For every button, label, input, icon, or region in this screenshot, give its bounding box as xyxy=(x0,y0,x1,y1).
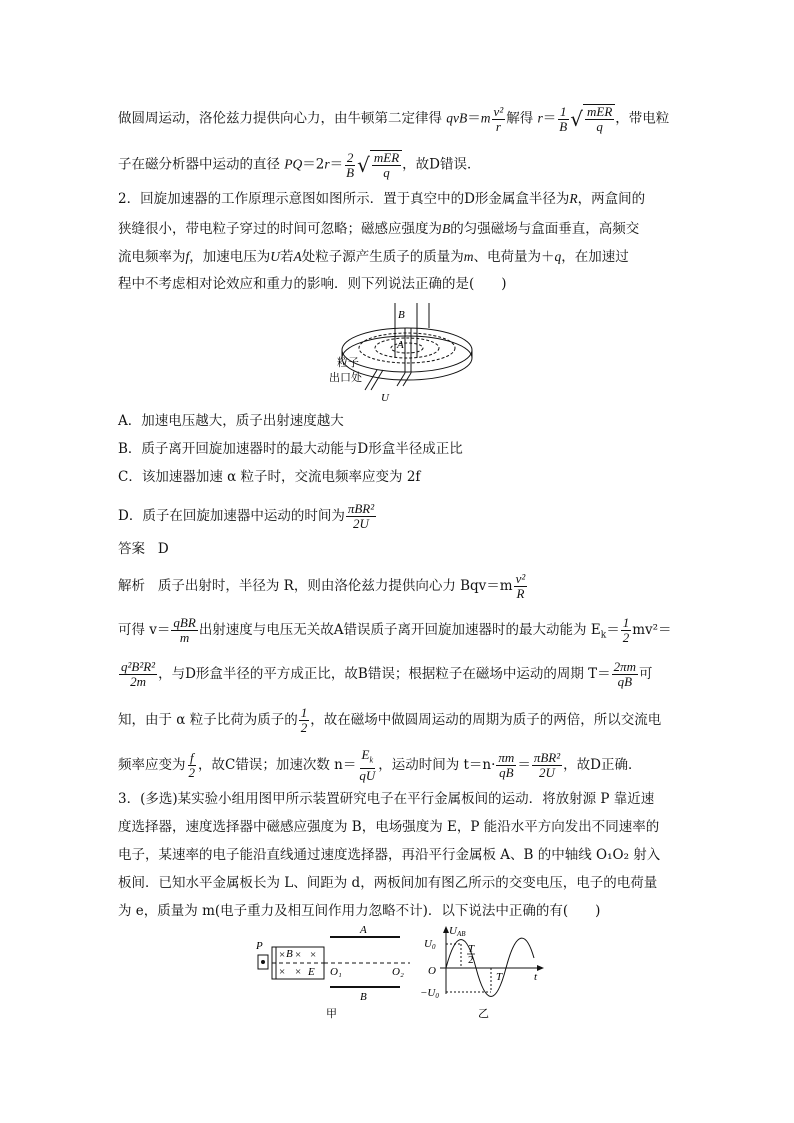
text: 、电荷量为＋ xyxy=(473,249,555,265)
fig1-label-particle: 粒子 xyxy=(337,357,359,369)
analysis-label: 解析 xyxy=(118,578,145,594)
math: q xyxy=(554,249,562,264)
fig3-label-U0: U0 xyxy=(424,938,436,951)
fig2-label-B: B xyxy=(286,948,293,960)
text: 做圆周运动，洛伦兹力提供向心力，由牛顿第二定律得 xyxy=(118,110,447,127)
fig2-label-A: A xyxy=(360,925,367,936)
answer-value: D xyxy=(157,541,169,557)
text: 为 e，质量为 m(电子重力及相互间作用力忽略不计)．以下说法中正确的有( ) xyxy=(118,903,601,919)
fraction-2-B: $\frac{2}{B}$ xyxy=(346,149,355,180)
fraction-piBR2-2U: $\frac{\text{πBR²}}{2U}$ xyxy=(533,749,561,780)
text: ，故C错误；加速次数 n＝ xyxy=(198,756,357,773)
fig3-label-O: O xyxy=(428,965,436,977)
answer-label: 答案 xyxy=(118,541,145,557)
q3-line-3 xyxy=(118,846,660,864)
text: 流电频率为 xyxy=(118,249,186,265)
text: ，在加速过 xyxy=(561,249,629,265)
text: ＝2 xyxy=(302,156,325,173)
math: U xyxy=(270,249,281,264)
text: 度选择器，速度选择器中磁感应强度为 B，电场强度为 E，P 能沿水平方向发出不同速率的 xyxy=(118,819,660,835)
text: 知，由于 α 粒子比荷为质子的 xyxy=(118,712,298,728)
option-b xyxy=(118,440,463,458)
text: ，加速电压为 xyxy=(189,249,271,265)
text: 子在磁分析器中运动的直径 xyxy=(118,156,285,173)
text: C．该加速器加速 α 粒子时，交流电频率应变为 2f xyxy=(118,469,421,485)
text: ，故D正确． xyxy=(563,756,642,773)
math: R xyxy=(569,191,578,206)
fig3-label-UAB: UAB xyxy=(449,925,466,938)
fraction-piBR2-2U: $\frac{\text{πBR²}}{2U}$ xyxy=(347,501,375,531)
text: 2．回旋加速器的工作原理示意图如图所示．置于真空中的D形金属盒半径为 xyxy=(118,191,570,207)
text: ＝ xyxy=(329,156,344,173)
fig2-label-O2: O₂ xyxy=(392,966,404,978)
q2-line-1 xyxy=(118,190,645,208)
fig2-label-P: P xyxy=(256,940,263,952)
text: 质子出射时，半径为 R，则由洛伦兹力提供向心力 Bqv＝m xyxy=(157,578,513,594)
text: ，带电粒 xyxy=(615,110,670,127)
fig3-label-T2-num: T xyxy=(468,943,475,955)
q3-line-4 xyxy=(118,874,657,892)
analysis-line-5 xyxy=(118,748,641,783)
math-PQ: PQ xyxy=(284,156,303,172)
text: ＝ xyxy=(542,110,557,127)
option-a xyxy=(118,412,344,430)
q3-line-2 xyxy=(118,818,659,836)
fig2-label-O1: O₁ xyxy=(330,966,342,978)
text: ＝ xyxy=(517,756,531,773)
text: ＝ xyxy=(606,622,620,638)
svg-text:×: × xyxy=(279,966,286,978)
text: B．质子离开回旋加速器时的最大动能与D形盒半径成正比 xyxy=(118,441,463,457)
sqrt-mER-q: √ $\frac{\text{mER}}{q}$ xyxy=(357,150,402,180)
q2-line-2 xyxy=(118,220,639,238)
text: 可得 v＝ xyxy=(118,622,171,638)
text: 狭缝很小，带电粒子穿过的时间可忽略；磁感应强度为 xyxy=(118,221,442,237)
text: 解得 xyxy=(506,110,538,127)
math-qvB: qvB xyxy=(446,110,468,126)
fig2-label-E: E xyxy=(308,966,315,978)
fig3-label-T: T xyxy=(496,971,503,983)
analysis-line-2: 可得 v＝ $\frac{\text{qBR}}{m}$ 出射速度与电压无关故A错误质子离开回旋加速器时的最大动能为 $E_k=$ $\frac{1}{2}$ mv²＝ xyxy=(118,615,672,645)
svg-text:×: × xyxy=(279,949,286,961)
option-c xyxy=(118,468,420,486)
cyclotron-figure xyxy=(325,298,475,403)
fig3-caption: 乙 xyxy=(478,1008,489,1020)
math: f xyxy=(185,249,190,264)
math: m xyxy=(463,249,474,264)
fig3-label-negU0: −U0 xyxy=(420,987,439,1000)
svg-text:×: × xyxy=(295,949,302,961)
analysis-line-1 xyxy=(118,572,528,601)
fig1-label-exit: 出口处 xyxy=(329,372,362,384)
fig2-caption: 甲 xyxy=(326,1008,337,1020)
math-r: r xyxy=(324,156,330,172)
q2-line-3 xyxy=(118,248,629,266)
text: 频率应变为 xyxy=(118,756,186,773)
text: ，运动时间为 t＝n· xyxy=(378,756,496,773)
fraction-1-2: $\frac{1}{2}$ xyxy=(300,705,308,735)
analysis-line-3 xyxy=(118,660,653,689)
text: ＝ xyxy=(467,110,481,127)
svg-text:×: × xyxy=(310,949,317,961)
text: A．加速电压越大，质子出射速度越大 xyxy=(118,413,344,429)
fraction-2pim-qB: $\frac{2\pi m}{qB}$ xyxy=(613,659,637,689)
fraction-f-2: $\frac{f}{2}$ xyxy=(188,749,195,780)
text: ，故D错误． xyxy=(402,156,481,173)
text: 可 xyxy=(639,666,653,682)
fig1-label-U: U xyxy=(381,392,389,403)
q2-line-4 xyxy=(118,275,507,293)
text: 出射速度与电压无关故A错误质子离开回旋加速器时的最大动能为 E xyxy=(198,622,601,638)
fig3-label-t: t xyxy=(534,971,538,983)
fraction-pim-qB: $\frac{\pi m}{qB}$ xyxy=(498,749,515,780)
text: ，与D形盒半径的平方成正比，故B错误；根据粒子在磁场中运动的周期 T＝ xyxy=(158,666,611,682)
option-d xyxy=(118,502,377,531)
text-line-1 xyxy=(118,104,669,134)
text: D．质子在回旋加速器中运动的时间为 xyxy=(118,508,345,524)
q3-line-5 xyxy=(118,902,600,920)
text: ，故在磁场中做圆周运动的周期为质子的两倍，所以交流电 xyxy=(310,712,662,728)
text: 的匀强磁场与盒面垂直，高频交 xyxy=(450,221,640,237)
text: ，两盒间的 xyxy=(577,191,646,207)
svg-text:×: × xyxy=(295,966,302,978)
text: 程中不考虑相对论效应和重力的影响．则下列说法正确的是( ) xyxy=(118,276,507,292)
fraction-Ek-qU: $\frac{E_k}{qU}$ xyxy=(359,747,376,783)
voltage-graph-figure xyxy=(420,922,550,1020)
fig2-label-Bplate: B xyxy=(360,991,367,1003)
fraction-v2-r: $\frac{\text{v²}}{r}$ xyxy=(493,103,504,134)
analysis-line-4 xyxy=(118,706,661,735)
fraction-1-2: $\frac{1}{2}$ xyxy=(622,615,630,645)
text: 板间．已知水平金属板长为 L、间距为 d，两板间加有图乙所示的交变电压，电子的电荷量 xyxy=(118,875,658,891)
text: 若 xyxy=(280,249,294,265)
text: 电子，某速率的电子能沿直线通过速度选择器，再沿平行金属板 A、B 的中轴线 O₁O₂ 射入 xyxy=(118,847,661,863)
q3-line-1 xyxy=(118,790,654,808)
text-line-2 xyxy=(118,150,480,180)
fig1-label-A: A xyxy=(397,339,404,351)
fraction-v2-R: $\frac{\text{v²}}{R}$ xyxy=(515,571,526,601)
fraction-q2B2R2-2m: $\frac{\text{q²B²R²}}{2m}$ xyxy=(121,659,156,689)
text: 3．(多选)某实验小组用图甲所示装置研究电子在平行金属板间的运动．将放射源 P 靠近速 xyxy=(118,791,655,807)
fig1-label-B: B xyxy=(398,309,405,321)
fraction-qBR-m: $\frac{\text{qBR}}{m}$ xyxy=(173,615,196,645)
text: mv²＝ xyxy=(632,622,672,638)
fig3-label-T2-den: 2 xyxy=(468,954,474,966)
answer-line xyxy=(118,540,169,558)
math: A xyxy=(293,249,302,264)
text: 处粒子源产生质子的质量为 xyxy=(301,249,464,265)
math: B xyxy=(442,221,451,236)
fraction-1-B: $\frac{1}{B}$ xyxy=(559,103,568,134)
math-r: r xyxy=(537,110,543,126)
velocity-selector-figure xyxy=(252,925,412,1020)
sqrt-mER-q: √ $\frac{\text{mER}}{q}$ xyxy=(570,104,615,134)
math-m: m xyxy=(480,110,491,126)
